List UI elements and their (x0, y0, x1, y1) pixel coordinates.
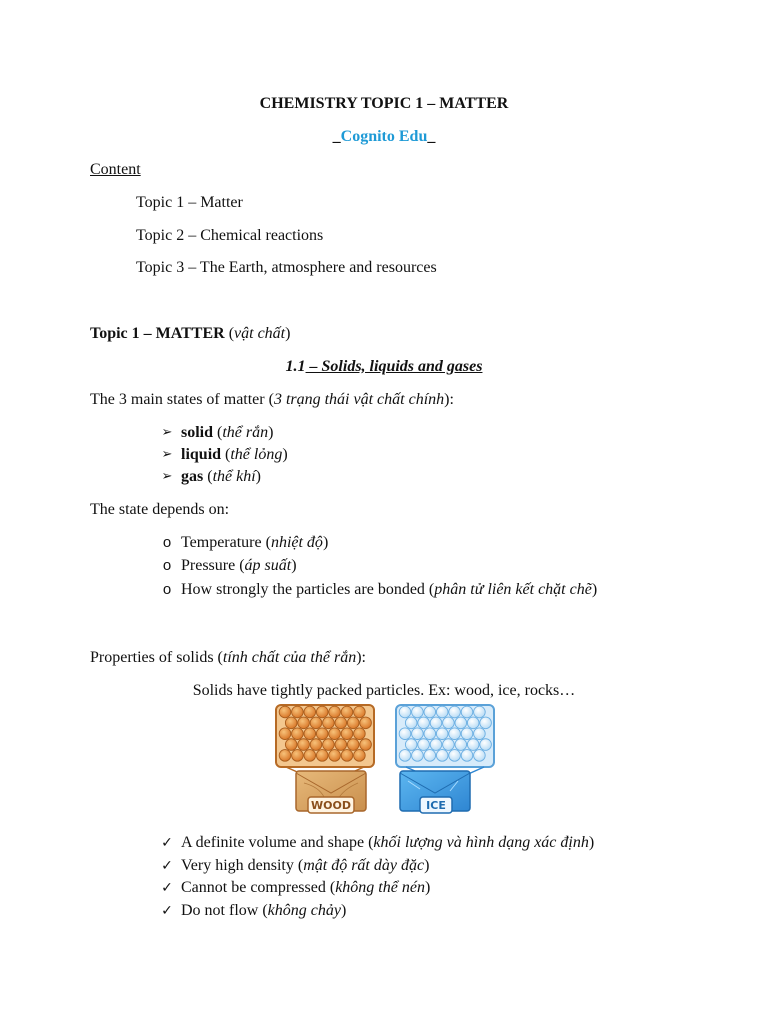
particle (279, 728, 291, 740)
list-item (161, 901, 347, 921)
particle (443, 717, 455, 729)
particle (430, 739, 442, 751)
brand-prefix: _ (332, 128, 341, 145)
brand-name: Cognito Edu (340, 128, 428, 145)
list-item: ➢ liquid (thể lỏng) (181, 445, 288, 465)
property-text: Do not flow ( (181, 902, 268, 919)
particle (467, 717, 479, 729)
particle (418, 717, 430, 729)
list-item (161, 878, 431, 898)
property-end: ) (340, 902, 347, 919)
solids-intro-text: Properties of solids ( (90, 649, 223, 666)
checkmark-icon: ✓ (161, 835, 173, 851)
particle (455, 739, 467, 751)
solid-particles-illustration (274, 703, 498, 821)
circle-bullet-icon: o (162, 581, 172, 598)
particle (304, 706, 316, 718)
particle (316, 706, 328, 718)
section-number: 1.1 (285, 358, 306, 375)
particle (354, 706, 366, 718)
particle (285, 739, 297, 751)
brand-line (0, 127, 768, 147)
list-item (162, 533, 329, 553)
particle (329, 728, 341, 740)
list-item (161, 856, 430, 876)
particle (405, 739, 417, 751)
particle (298, 717, 310, 729)
states-intro-translation: 3 trạng thái vật chất chính (273, 391, 445, 408)
particle (474, 706, 486, 718)
particle (316, 750, 328, 762)
particle (292, 706, 304, 718)
property-end: ) (588, 834, 595, 851)
particle (285, 717, 297, 729)
property-text: Cannot be compressed ( (181, 879, 336, 896)
particle (304, 750, 316, 762)
depends-end: ) (322, 534, 329, 551)
checkmark-icon: ✓ (161, 858, 173, 874)
depends-end: ) (291, 557, 297, 574)
particle (279, 750, 291, 762)
particle (354, 750, 366, 762)
arrow-bullet-icon: ➢ (161, 425, 173, 440)
particle (298, 739, 310, 751)
particle (354, 728, 366, 740)
particle (436, 706, 448, 718)
depends-translation: áp suất (244, 557, 292, 574)
depends-intro: The state depends on: (90, 501, 230, 518)
particle (474, 750, 486, 762)
arrow-bullet-icon: ➢ (161, 469, 173, 484)
section-title: – Solids, liquids and gases (305, 358, 483, 375)
toc-item-1: Topic 1 – Matter (136, 194, 243, 211)
circle-bullet-icon: o (162, 534, 172, 551)
property-text: A definite volume and shape ( (181, 834, 374, 851)
depends-text: Temperature ( (181, 534, 271, 551)
particle (449, 750, 461, 762)
state-translation: thể lỏng (230, 446, 283, 463)
particle (335, 717, 347, 729)
particle (399, 706, 411, 718)
particle (329, 706, 341, 718)
content-heading: Content (90, 161, 141, 178)
particle (455, 717, 467, 729)
brand-suffix: _ (427, 128, 436, 145)
property-translation: mật độ rất dày đặc (303, 857, 425, 874)
particle (424, 728, 436, 740)
particle (347, 717, 359, 729)
list-item (161, 833, 595, 853)
solids-intro-translation: tính chất của thể rắn (222, 649, 357, 666)
particle (436, 728, 448, 740)
particle (341, 728, 353, 740)
particle (480, 717, 492, 729)
particle (399, 728, 411, 740)
particle (461, 706, 473, 718)
particle (335, 739, 347, 751)
particle (405, 717, 417, 729)
circle-bullet-icon: o (162, 557, 172, 574)
particle (329, 750, 341, 762)
property-translation: không thể nén (335, 879, 425, 896)
particle (424, 706, 436, 718)
particle (292, 750, 304, 762)
property-translation: khối lượng và hình dạng xác định (373, 834, 589, 851)
particle (341, 750, 353, 762)
states-intro (90, 390, 454, 410)
state-term: liquid (181, 446, 222, 463)
particle (467, 739, 479, 751)
states-intro-text: The 3 main states of matter ( (90, 391, 274, 408)
property-end: ) (424, 879, 431, 896)
property-translation: không chảy (267, 902, 341, 919)
particle (310, 739, 322, 751)
particle (292, 728, 304, 740)
particle (418, 739, 430, 751)
state-term: solid (181, 424, 214, 441)
topic1-translation: vật chất (234, 325, 286, 342)
particle (436, 750, 448, 762)
particle (412, 706, 424, 718)
list-item (162, 556, 297, 576)
solids-subtitle: Solids have tightly packed particles. Ex: wood, ice, rocks… (192, 682, 576, 699)
particle (304, 728, 316, 740)
particle (347, 739, 359, 751)
particle (412, 728, 424, 740)
list-item: ➢ solid (thể rắn) (181, 423, 273, 443)
ice-label: ICE (426, 799, 446, 812)
particle (279, 706, 291, 718)
particle (341, 706, 353, 718)
particle (310, 717, 322, 729)
depends-translation: nhiệt độ (270, 534, 323, 551)
topic1-title: Topic 1 – MATTER (90, 325, 225, 342)
property-end: ) (424, 857, 430, 874)
solids-intro (90, 648, 366, 668)
depends-translation: phân tử liên kết chặt chẽ (434, 581, 592, 598)
particle (480, 739, 492, 751)
particle (461, 728, 473, 740)
list-item (162, 580, 598, 600)
checkmark-icon: ✓ (161, 903, 173, 919)
toc-item-2: Topic 2 – Chemical reactions (136, 227, 324, 244)
particle (449, 728, 461, 740)
depends-end: ) (591, 581, 598, 598)
particle (412, 750, 424, 762)
particle (461, 750, 473, 762)
wood-particles (279, 706, 371, 761)
particle (474, 728, 486, 740)
page-title: CHEMISTRY TOPIC 1 – MATTER (259, 95, 509, 112)
particle (449, 706, 461, 718)
state-translation: thể khí (212, 468, 256, 485)
states-intro-end: ): (444, 391, 454, 408)
toc-item-3: Topic 3 – The Earth, atmosphere and resources (136, 259, 437, 276)
particle (323, 739, 335, 751)
ice-particles (399, 706, 491, 761)
depends-text: How strongly the particles are bonded ( (181, 581, 435, 598)
particle (323, 717, 335, 729)
wood-label: WOOD (311, 799, 351, 812)
particle (360, 739, 372, 751)
solids-intro-end: ): (356, 649, 366, 666)
section-heading (0, 357, 768, 377)
checkmark-icon: ✓ (161, 880, 173, 896)
particle (360, 717, 372, 729)
depends-text: Pressure ( (181, 557, 245, 574)
state-term: gas (181, 468, 204, 485)
arrow-bullet-icon: ➢ (161, 447, 173, 462)
property-text: Very high density ( (181, 857, 304, 874)
list-item: ➢ gas (thể khí) (181, 467, 261, 487)
particle (316, 728, 328, 740)
particle (424, 750, 436, 762)
topic1-heading: Topic 1 – MATTER (vật chất) (90, 325, 291, 342)
particle (399, 750, 411, 762)
particle (443, 739, 455, 751)
particle (430, 717, 442, 729)
state-translation: thể rắn (222, 424, 269, 441)
